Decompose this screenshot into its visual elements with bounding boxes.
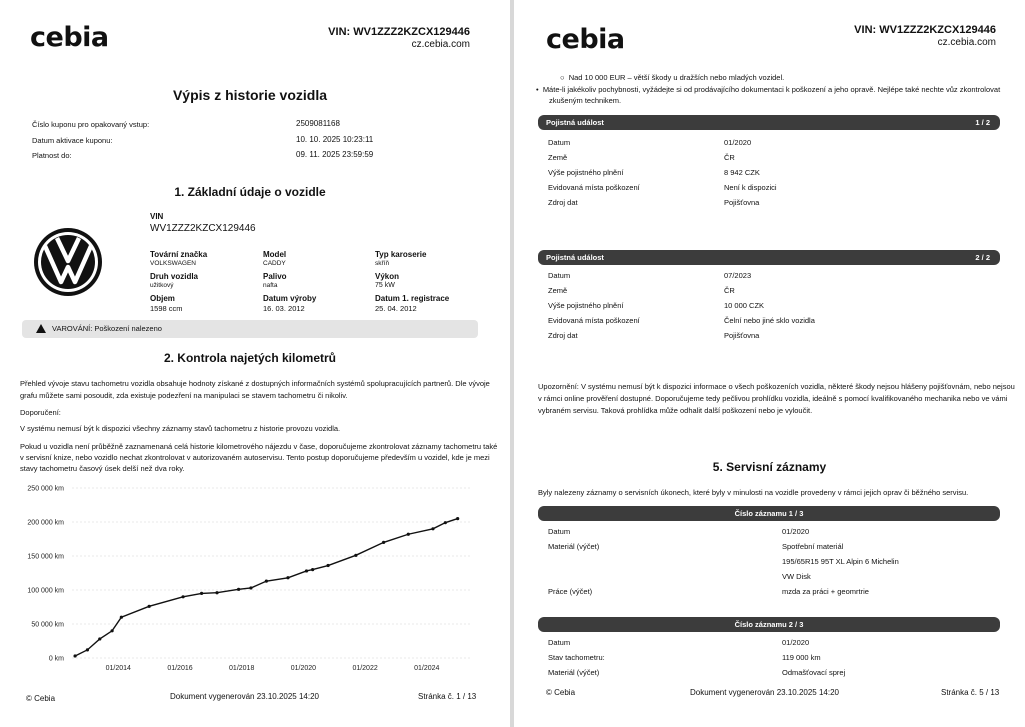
footer-page: Stránka č. 1 / 13 [418, 692, 477, 701]
record-1-title: Číslo záznamu 1 / 3 [734, 509, 804, 518]
record-1-row [538, 585, 1000, 600]
chart-data-point [354, 554, 357, 557]
row-value: 01/2020 [782, 638, 810, 647]
header-vin: VIN: WV1ZZZ2KZCX129446 [328, 26, 470, 38]
footer-page-2: Stránka č. 5 / 13 [941, 688, 1000, 697]
row-value: 119 000 km [782, 653, 821, 662]
coupon-value-1: 2509081168 [296, 119, 340, 128]
chart-y-tick-label: 250 000 km [27, 485, 64, 493]
row-label: Výše pojistného plnění [548, 168, 624, 177]
record-2-row [538, 651, 1000, 666]
header-site-2: cz.cebia.com [937, 37, 996, 48]
odometer-intro-line-1: Přehled vývoje stavu tachometru vozidla obsahuje hodnoty získané z dostupných informačních systémů spolupracujících partnerů. Dle vývoje [20, 379, 490, 388]
chart-data-point [86, 648, 89, 651]
chart-data-point [98, 637, 101, 640]
header-vin-2: VIN: WV1ZZZ2KZCX129446 [854, 24, 996, 36]
row-value: Pojišťovna [724, 198, 760, 207]
event-1-row [538, 151, 1000, 166]
coupon-label-2: Datum aktivace kuponu: [32, 136, 113, 145]
row-label: Práce (výčet) [548, 587, 593, 596]
row-value: 07/2023 [724, 271, 752, 280]
notice-line-2: v rámci online prověření dostupné. Doporučujeme tedy pečlivou prohlídku vozidla, ideálně s pomocí kvalifikovaného mechanika nebo ve vámi [538, 394, 1008, 403]
chart-data-point [181, 595, 184, 598]
chart-data-point [148, 605, 151, 608]
chart-data-point [431, 527, 434, 530]
record-1-row [538, 555, 1000, 570]
chart-data-point [120, 616, 123, 619]
record-2-row [538, 666, 1000, 681]
event-2-row [538, 299, 1000, 314]
row-value: ČR [724, 153, 735, 162]
spec-label-reg: Datum 1. registrace [375, 294, 450, 303]
chart-data-point [237, 588, 240, 591]
notice-line-1: Upozornění: V systému nemusí být k dispozici informace o všech poškozeních vozidla, některé škody nejsou hlášeny pojišťovnám, nebo nejsou [538, 382, 1015, 391]
cebia-logo: cebia [30, 22, 109, 53]
row-label: Evidovaná místa poškození [548, 316, 640, 325]
row-value: VW Disk [782, 572, 811, 581]
chart-series-line [75, 519, 458, 656]
row-value: ČR [724, 286, 735, 295]
event-1-index: 1 / 2 [975, 118, 990, 127]
row-label: Datum [548, 271, 571, 280]
record-2-header [538, 617, 1000, 632]
bullet-text-2: Máte-li jakékoliv pochybnosti, vyžádejte si od prodávajícího dokumentaci k poškození a jeho opravě. Nejlépe také nechte vůz zkontrolovat [542, 85, 1001, 94]
chart-y-tick-label: 100 000 km [27, 587, 64, 595]
event-1-row [538, 136, 1000, 151]
row-value: mzda za práci + geomrtrie [782, 587, 869, 596]
event-1-title: Pojistná událost [546, 118, 604, 127]
event-2-row [538, 269, 1000, 284]
report-page-5 [514, 0, 1025, 727]
recommend-detail-line-2: v servisní knize, nebo vozidlo nechat zkontrolovat v autorizovaném autoservisu. Tento postup doporučujeme především u vozidel, kde je mezi [20, 453, 490, 462]
spec-value-volume: 1598 ccm [150, 304, 183, 313]
section-5-title: 5. Servisní záznamy [712, 460, 827, 474]
bullet-marker-2: • [536, 85, 539, 94]
event-1-row [538, 181, 1000, 196]
warning-text: VAROVÁNÍ: Poškození nalezeno [52, 324, 162, 333]
insurance-event-1 [538, 115, 1000, 220]
chart-x-tick-label: 01/2018 [229, 665, 255, 672]
chart-data-point [286, 576, 289, 579]
chart-y-tick-label: 0 km [48, 655, 64, 663]
row-label: Zdroj dat [548, 331, 578, 340]
row-label: Stav tachometru: [548, 653, 605, 662]
chart-x-tick-label: 01/2014 [105, 665, 131, 672]
row-label: Materiál (výčet) [548, 542, 600, 551]
odometer-intro-line-2: grafu můžete sami posoudit, zda existuje podezření na manipulaci se stavem tachometru či nikoliv. [20, 391, 348, 400]
footer-copyright-2: © Cebia [546, 688, 576, 697]
row-label: Země [548, 286, 568, 295]
cebia-logo-2: cebia [546, 24, 625, 55]
recommend-text: V systému nemusí být k dispozici všechny záznamy stavů tachometru z historie provozu vozidla. [20, 424, 341, 433]
chart-x-tick-label: 01/2016 [167, 665, 193, 672]
chart-data-point [200, 592, 203, 595]
damage-warning [22, 320, 478, 338]
record-1-row [538, 570, 1000, 585]
row-value: 01/2020 [782, 527, 810, 536]
chart-x-tick-label: 01/2024 [414, 665, 440, 672]
record-1-row [538, 525, 1000, 540]
record-2-title: Číslo záznamu 2 / 3 [734, 620, 804, 629]
coupon-value-3: 09. 11. 2025 23:59:59 [296, 150, 374, 159]
row-value: Odmašťovací sprej [782, 668, 846, 677]
vin-label: VIN [150, 212, 164, 221]
event-1-row [538, 166, 1000, 181]
row-label: Země [548, 153, 568, 162]
spec-label-volume: Objem [150, 294, 175, 303]
spec-label-fuel: Palivo [263, 272, 287, 281]
spec-label-type: Druh vozidla [150, 272, 199, 281]
bullet-text-3: zkušeným technikem. [549, 96, 622, 105]
section-1-title: 1. Základní údaje o vozidle [174, 185, 326, 199]
chart-data-point [111, 629, 114, 632]
report-title: Výpis z historie vozidla [172, 87, 328, 103]
row-value: 195/65R15 95T XL Alpin 6 Michelin [782, 557, 899, 566]
bullet-marker: ○ [560, 73, 565, 82]
footer-generated: Dokument vygenerován 23.10.2025 14:20 [170, 692, 319, 701]
row-value: 01/2020 [724, 138, 752, 147]
header-site: cz.cebia.com [411, 39, 470, 50]
footer-generated-2: Dokument vygenerován 23.10.2025 14:20 [690, 688, 839, 697]
spec-value-fuel: nafta [263, 282, 278, 289]
event-2-header [538, 250, 1000, 265]
chart-data-point [407, 533, 410, 536]
service-record-2 [538, 617, 1000, 681]
spec-value-power: 75 kW [375, 282, 395, 289]
section-5-intro: Byly nalezeny záznamy o servisních úkonech, které byly v minulosti na vozidle provedeny v rámci jejich oprav či běžného servisu. [538, 488, 969, 497]
chart-y-tick-label: 200 000 km [27, 519, 64, 527]
row-value: Čelní nebo jiné sklo vozidla [724, 316, 815, 325]
chart-data-point [456, 517, 459, 520]
spec-value-type: užitkový [150, 282, 174, 289]
chart-data-point [215, 591, 218, 594]
event-2-row [538, 284, 1000, 299]
bullet-text-1: Nad 10 000 EUR – větší škody u dražších nebo mladých vozidel. [568, 73, 785, 82]
chart-data-point [265, 580, 268, 583]
coupon-value-2: 10. 10. 2025 10:23:11 [296, 135, 374, 144]
chart-data-point [382, 541, 385, 544]
row-value: Spotřební materiál [782, 542, 844, 551]
event-2-row [538, 314, 1000, 329]
recommend-detail-line-1: Pokud u vozidla není průběžně zaznamenaná celá historie kilometrového nájezdu v čase, doporučujeme zkontrolovat záznamy tachometru také [20, 442, 498, 451]
chart-data-point [305, 569, 308, 572]
chart-data-point [326, 564, 329, 567]
spec-label-power: Výkon [375, 272, 400, 281]
notice-line-3: vybraném servisu. Taková prohlídka může odhalit další poškození nebo je vyloučit. [538, 406, 813, 415]
odometer-chart [0, 476, 510, 676]
chart-y-tick-label: 50 000 km [31, 621, 64, 629]
spec-label-brand: Tovární značka [150, 250, 208, 259]
chart-data-point [249, 586, 252, 589]
footer-copyright: © Cebia [26, 694, 56, 703]
record-1-row [538, 540, 1000, 555]
row-label: Datum [548, 138, 571, 147]
spec-value-model: CADDY [263, 260, 286, 267]
chart-data-point [311, 568, 314, 571]
coupon-label-1: Číslo kuponu pro opakovaný vstup: [32, 120, 150, 129]
spec-value-brand: VOLKSWAGEN [150, 260, 196, 267]
event-2-row [538, 329, 1000, 344]
spec-value-body: skříň [375, 260, 390, 267]
event-2-index: 2 / 2 [975, 253, 990, 262]
warning-icon [36, 324, 46, 333]
row-label: Datum [548, 527, 571, 536]
chart-y-tick-label: 150 000 km [27, 553, 64, 561]
row-label: Materiál (výčet) [548, 668, 600, 677]
record-2-row [538, 636, 1000, 651]
row-label: Zdroj dat [548, 198, 578, 207]
event-1-header [538, 115, 1000, 130]
spec-value-reg: 25. 04. 2012 [375, 304, 417, 313]
recommend-detail-line-3: stavy tachometru časový úsek delší než dva roky. [20, 464, 185, 473]
insurance-event-2 [538, 250, 1000, 355]
coupon-label-3: Platnost do: [32, 151, 72, 160]
spec-value-made: 16. 03. 2012 [263, 304, 305, 313]
row-value: 8 942 CZK [724, 168, 760, 177]
row-label: Evidovaná místa poškození [548, 183, 640, 192]
bullet-item-1 [560, 73, 784, 82]
vin-value: WV1ZZZ2KZCX129446 [150, 223, 256, 234]
recommend-label: Doporučení: [20, 408, 61, 417]
bullet-item-2 [536, 85, 1000, 94]
section-2-title: 2. Kontrola najetých kilometrů [163, 351, 337, 365]
spec-label-made: Datum výroby [263, 294, 317, 303]
event-1-row [538, 196, 1000, 211]
spec-label-body: Typ karoserie [375, 250, 427, 259]
vw-logo [30, 226, 106, 298]
row-label: Výše pojistného plnění [548, 301, 624, 310]
service-record-1 [538, 506, 1000, 606]
report-page-1 [0, 0, 510, 727]
spec-label-model: Model [263, 250, 287, 259]
chart-data-point [444, 521, 447, 524]
row-value: 10 000 CZK [724, 301, 765, 310]
chart-x-tick-label: 01/2020 [290, 665, 317, 672]
row-value: Není k dispozici [724, 183, 777, 192]
record-1-header [538, 506, 1000, 521]
row-value: Pojišťovna [724, 331, 760, 340]
row-label: Datum [548, 638, 571, 647]
chart-x-tick-label: 01/2022 [352, 665, 378, 672]
event-2-title: Pojistná událost [546, 253, 604, 262]
chart-data-point [73, 654, 76, 657]
